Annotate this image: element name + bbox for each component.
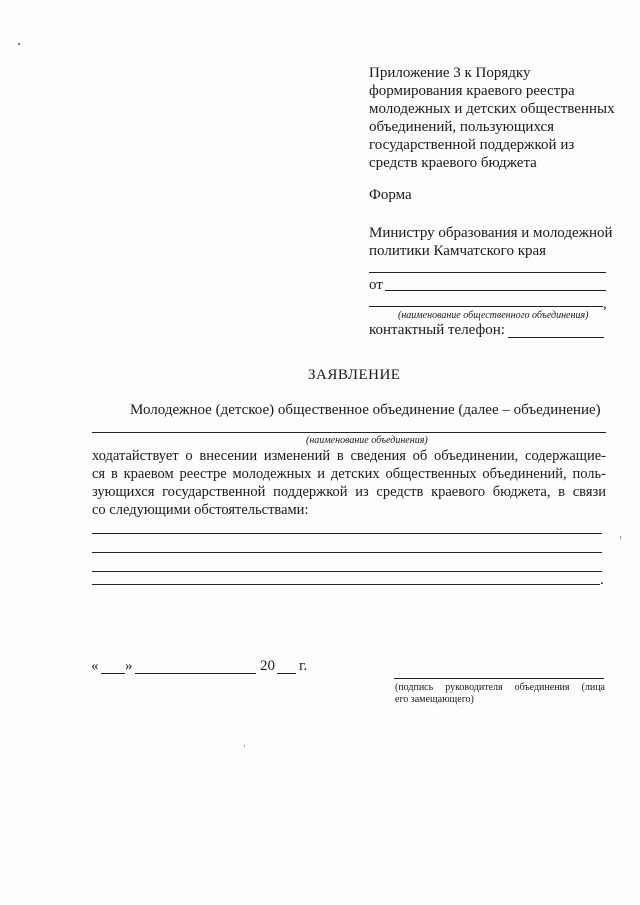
scan-speck: [244, 745, 245, 747]
trailing-comma: ,: [603, 296, 607, 312]
document-title: ЗАЯВЛЕНИЕ: [308, 367, 401, 383]
appendix-line: государственной поддержкой из: [369, 137, 575, 153]
addressee-line: политики Камчатского края: [369, 243, 547, 259]
signature-caption-line: его замещающего): [395, 694, 474, 705]
paragraph-line: ся в краевом реестре молодежных и детских общественных объединений, поль-: [92, 466, 606, 482]
from-blank-line: [385, 290, 606, 291]
paragraph-line: со следующими обстоятельствами:: [92, 502, 309, 518]
addressee-line: Министру образования и молодежной: [369, 225, 613, 241]
phone-blank-line: [508, 337, 604, 338]
phone-label: контактный телефон:: [369, 322, 505, 338]
circumstances-line: [92, 584, 600, 585]
date-year-suffix: г.: [299, 658, 308, 674]
addressee-blank-line: [369, 272, 606, 273]
circumstances-line: [92, 552, 602, 553]
date-quote-close: »: [125, 658, 133, 674]
paragraph-line: зующихся государственной поддержкой из средств краевого бюджета, в связи: [92, 484, 606, 500]
scan-speck: [18, 43, 20, 45]
intro-line: Молодежное (детское) общественное объединение (далее – объединение): [130, 402, 601, 418]
org-name-blank-line: [369, 306, 603, 307]
final-period: .: [600, 572, 604, 588]
appendix-line: средств краевого бюджета: [369, 155, 537, 171]
scan-speck: [620, 536, 621, 539]
org-name-caption: (наименование общественного объединения): [398, 310, 589, 321]
association-name-caption: (наименование объединения): [306, 435, 428, 446]
appendix-line: объединений, пользующихся: [369, 119, 555, 135]
signature-caption-line: (подпись руководителя объединения (лица: [395, 682, 605, 693]
date-year-prefix: 20: [260, 658, 275, 674]
circumstances-line: [92, 533, 602, 534]
form-label: Форма: [369, 187, 412, 203]
association-name-blank-line: [92, 432, 606, 433]
appendix-line: молодежных и детских общественных: [369, 101, 615, 117]
date-year-blank: [277, 673, 296, 674]
date-day-blank: [101, 673, 125, 674]
appendix-line: формирования краевого реестра: [369, 83, 575, 99]
circumstances-line: [92, 571, 602, 572]
signature-blank-line: [394, 678, 604, 679]
paragraph-line: ходатайствует о внесении изменений в сведения об объединении, содержащие-: [92, 448, 606, 464]
date-quote-open: «: [91, 658, 99, 674]
appendix-line: Приложение 3 к Порядку: [369, 65, 531, 81]
date-month-blank: [135, 673, 256, 674]
from-label: от: [369, 277, 383, 293]
